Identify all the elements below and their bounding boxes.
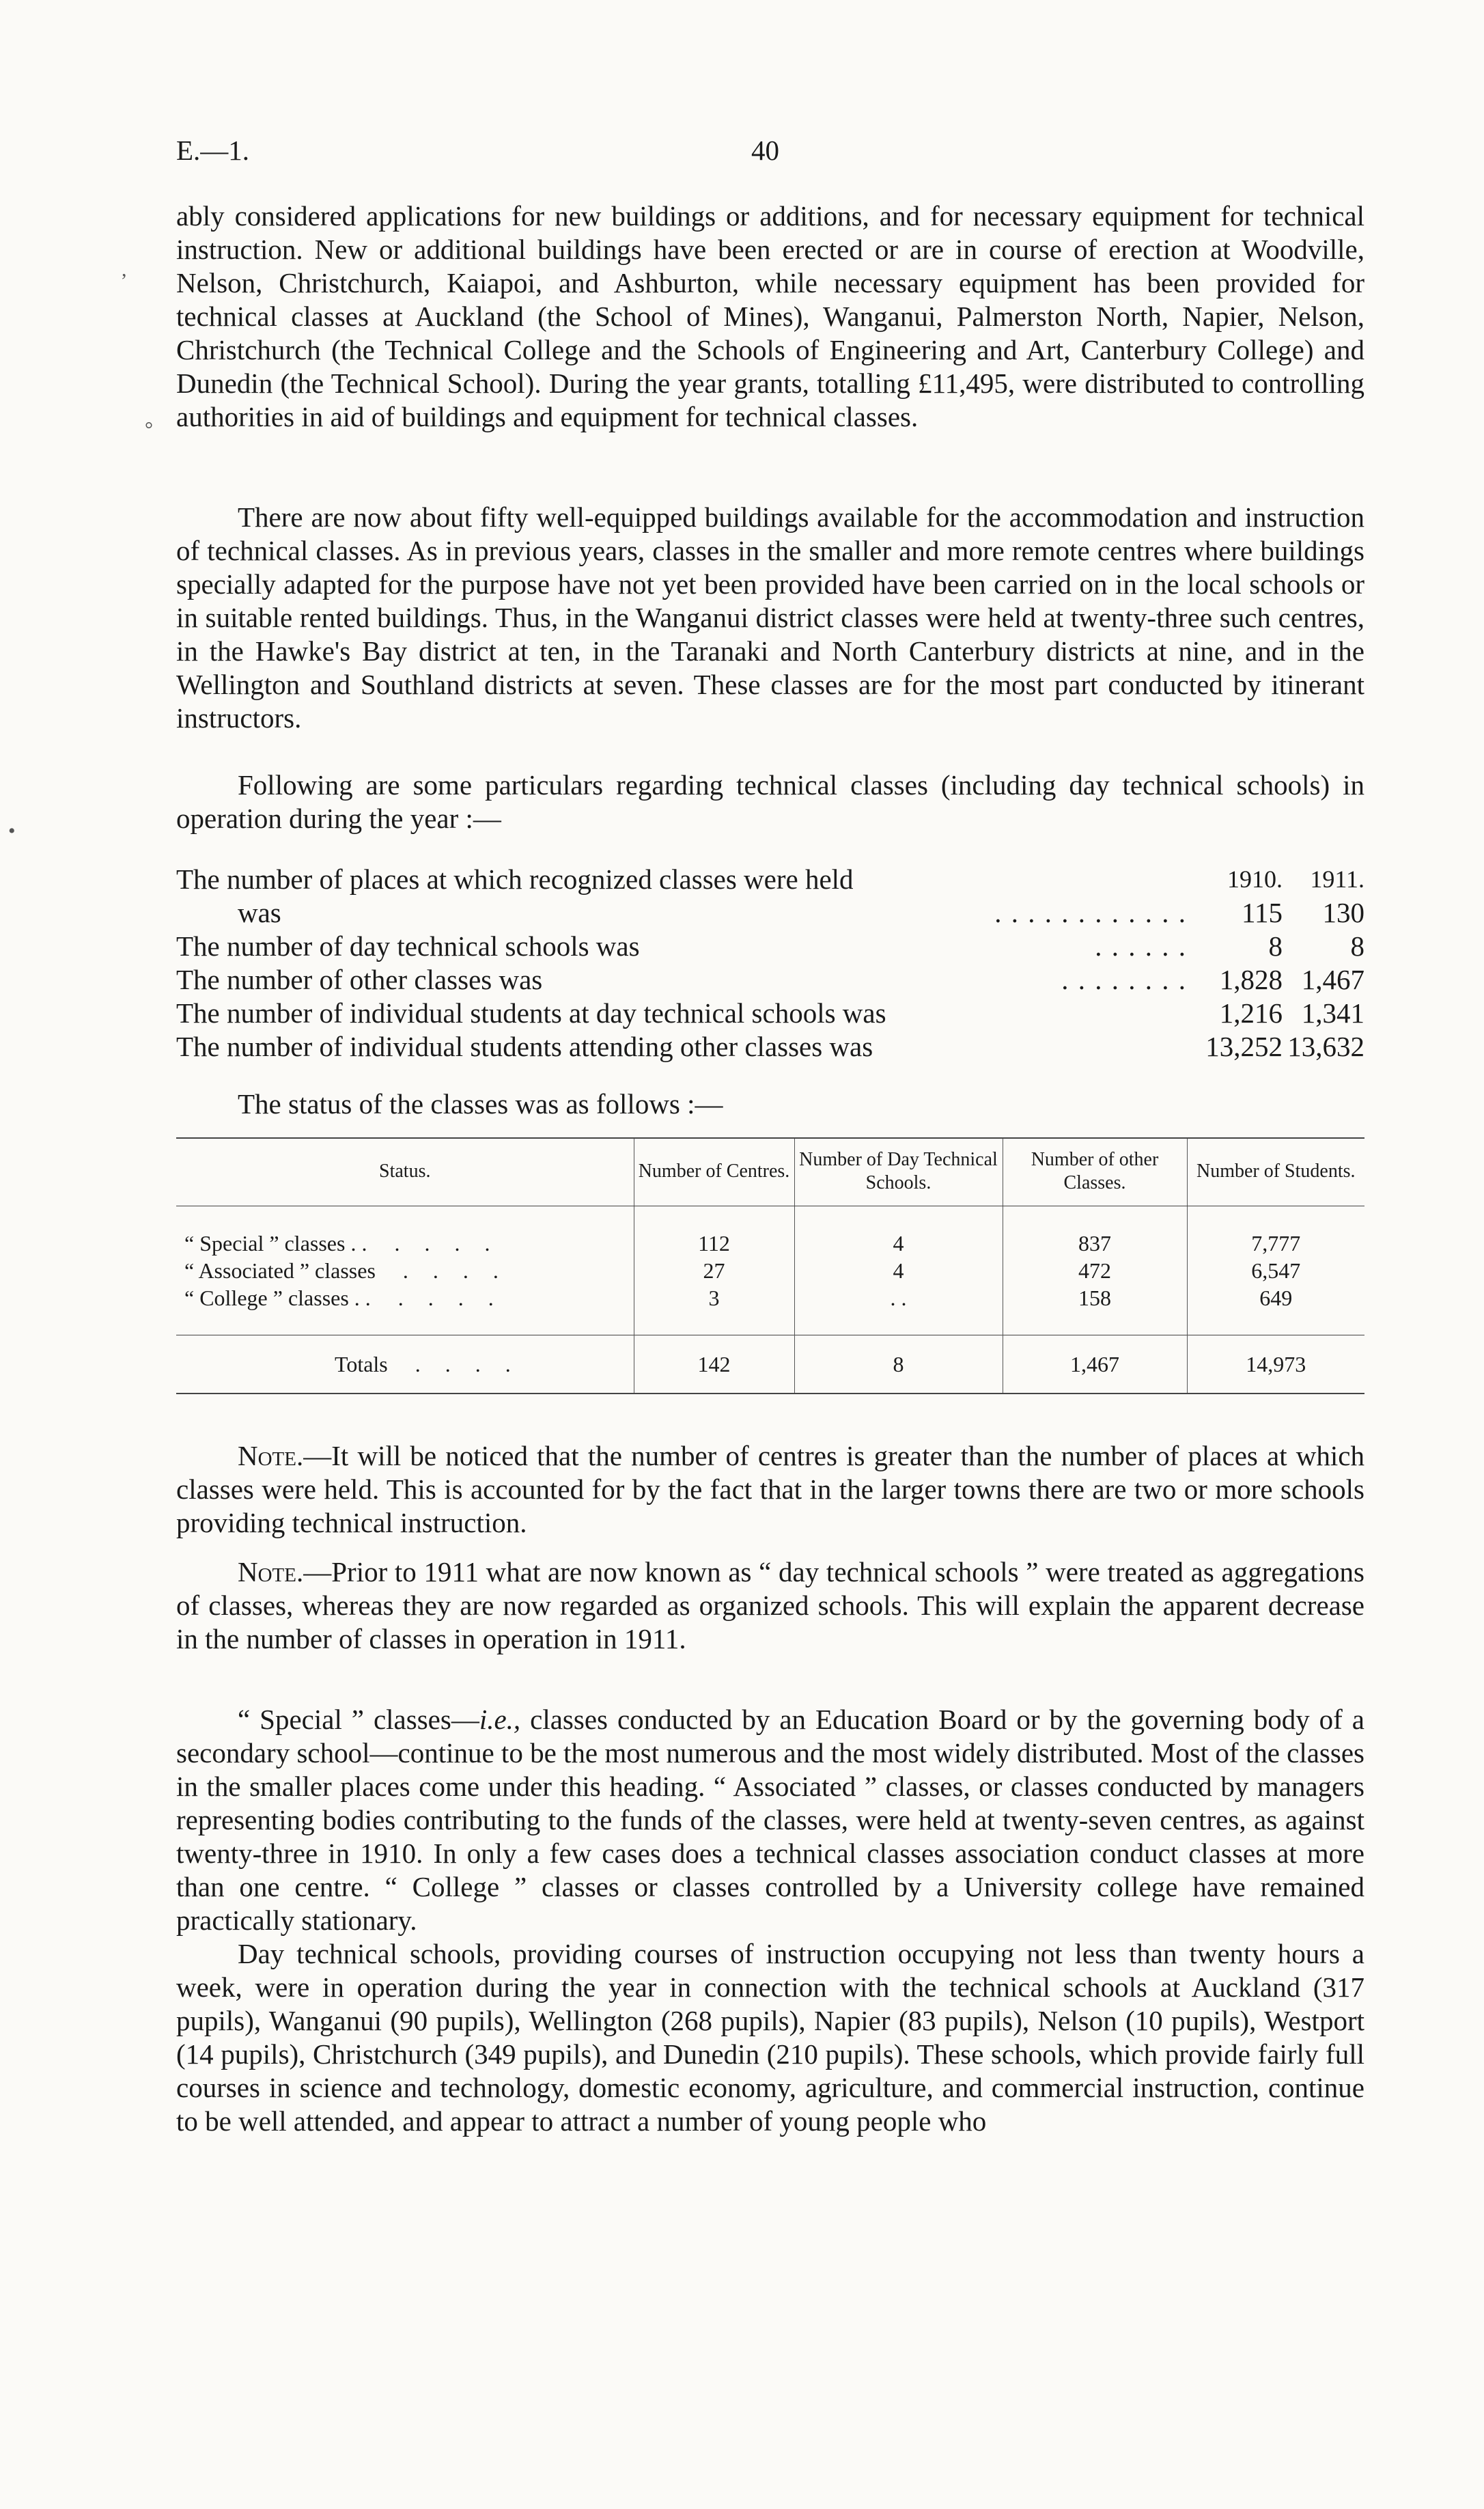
total-students: 14,973	[1187, 1335, 1364, 1394]
status-cell	[176, 1284, 634, 1312]
stats-row-1-cont	[176, 896, 1364, 930]
note-label: Note.	[238, 1440, 304, 1471]
header-day-schools: Number of Day Technical Schools.	[794, 1138, 1003, 1206]
students-cell: 7,777	[1187, 1230, 1364, 1257]
report-code: E.—1.	[176, 135, 250, 166]
paragraph-4	[176, 1703, 1364, 1937]
stats-row-5	[176, 1030, 1364, 1064]
status-label: “ Special ” classes . .	[184, 1230, 367, 1256]
centres-cell: 112	[634, 1230, 794, 1257]
margin-mark: °	[145, 418, 153, 441]
stats-row-4	[176, 997, 1364, 1030]
note-1-text	[176, 1439, 1364, 1540]
paragraph-text: classes conducted by an Education Board or by the governing body of a secondary school—continue to be the most numerous and the most widely distributed. Most of the classes in the smaller places come under this heading. “ Associated ” classes, or classes conducted by managers representing bodies contributing to the funds of the classes, were held at twenty-seven centres, as against twenty-three in 1910. In only a few cases does a technical classes association conduct classes at more than one centre. “ College ” classes or classes controlled by a University college have remained practically stationary.	[176, 1704, 1364, 1936]
note-2-text	[176, 1555, 1364, 1656]
stats-row-2	[176, 930, 1364, 963]
table-row	[176, 1284, 1364, 1312]
stats-value-1910: 8	[1268, 930, 1283, 962]
paragraph-3	[176, 768, 1364, 835]
paragraph-text: There are now about fifty well-equipped buildings available for the accommodation and instruction of technical classes. As in previous years, classes in the smaller and more remote centres where buildings specially adapted for the purpose have not yet been provided have been carried on in the local schools or in suitable rented buildings. Thus, in the Wanganui district classes were held at twenty-three such centres, in the Hawke's Bay district at ten, in the Taranaki and North Canterbury districts at nine, and in the Wellington and Southland districts at seven. These classes are for the most part conducted by itinerant instructors.	[176, 501, 1364, 734]
paragraph-2	[176, 501, 1364, 735]
stats-value-1910: 1,216	[1219, 997, 1283, 1029]
other-classes-cell: 158	[1003, 1284, 1187, 1312]
status-label: “ College ” classes . .	[184, 1285, 371, 1310]
note-1	[176, 1439, 1364, 1540]
day-schools-cell: . .	[794, 1284, 1003, 1312]
table-header-row	[176, 1138, 1364, 1206]
note-label: Note.	[238, 1556, 304, 1588]
stats-label: The number of day technical schools was	[176, 930, 640, 962]
stats-value-1911: 13,632	[1287, 1031, 1364, 1062]
year-1911-heading: 1911.	[1310, 865, 1364, 893]
leader-dots: . . . .	[397, 1285, 503, 1310]
header-centres: Number of Centres.	[634, 1138, 794, 1206]
margin-mark: •	[8, 820, 16, 842]
stats-label: The number of individual students at day technical schools was	[176, 997, 886, 1029]
totals-row	[176, 1335, 1364, 1394]
paragraph-5: Day technical schools, providing courses of instruction occupying not less than twenty hours a week, were in operation during the year in connection with the technical schools at Auckland (317 pupils), Wanganui (90 pupils), Wellington (268 pupils), Napier (83 pupils), Nelson (10 pupils), Westport (14 pupils), Christchurch (349 pupils), and Dunedin (210 pupils). These schools, which provide fairly full courses in science and technology, domestic economy, agriculture, and commercial instruction, continue to be well attended, and appear to attract a number of young people who	[176, 1938, 1364, 2137]
table-spacer	[176, 1312, 1364, 1335]
paragraph-text: Following are some particulars regarding technical classes (including day technical schools) in operation during the year :—	[176, 769, 1364, 834]
stats-value-1910: 13,252	[1205, 1031, 1283, 1062]
stats-value-1911: 8	[1350, 930, 1364, 962]
table-row	[176, 1257, 1364, 1284]
table-spacer	[176, 1206, 1364, 1230]
stats-label-continued: was	[238, 897, 281, 928]
day-schools-cell: 4	[794, 1257, 1003, 1284]
paragraph-text: ably considered applications for new buildings or additions, and for necessary equipment for technical instruction. New or additional buildings have been erected or are in course of erection at Woodville, Nelson, Christchurch, Kaiapoi, and Ashburton, while necessary equipment has been provided for technical classes at Auckland (the School of Mines), Wanganui, Palmerston North, Napier, Nelson, Christchurch (the Technical College and the Schools of Engineering and Art, Canterbury College) and Dunedin (the Technical School). During the year grants, totalling £11,495, were distributed to controlling authorities in aid of buildings and equipment for technical classes.	[176, 200, 1364, 432]
stats-label: The number of individual students attending other classes was	[176, 1031, 873, 1062]
italic-ie: i.e.,	[479, 1704, 521, 1735]
leader-dots: . . . . . . . . . . . .	[994, 897, 1187, 928]
paragraph-1	[176, 199, 1364, 434]
status-label: “ Associated ” classes	[184, 1258, 376, 1283]
stats-value-1910: 115	[1242, 897, 1283, 928]
stats-value-1911: 130	[1322, 897, 1364, 928]
statistics-list	[176, 863, 1364, 1064]
other-classes-cell: 837	[1003, 1230, 1187, 1257]
centres-cell: 27	[634, 1257, 794, 1284]
totals-label-cell	[176, 1335, 634, 1394]
leader-dots: . . . .	[415, 1351, 520, 1376]
leader-dots: . . . .	[394, 1230, 500, 1256]
status-cell	[176, 1257, 634, 1284]
day-schools-cell: 4	[794, 1230, 1003, 1257]
note-body: —Prior to 1911 what are now known as “ day technical schools ” were treated as aggregations of classes, whereas they are now regarded as organized schools. This will explain the apparent decrease in the number of classes in operation in 1911.	[176, 1556, 1364, 1654]
closing-paragraphs	[176, 1703, 1364, 2138]
other-classes-cell: 472	[1003, 1257, 1187, 1284]
status-intro: The status of the classes was as follows :—	[238, 1088, 723, 1120]
students-cell: 649	[1187, 1284, 1364, 1312]
leader-dots: . . . . . . . .	[1061, 964, 1187, 995]
note-body: —It will be noticed that the number of centres is greater than the number of places at which classes were held. This is accounted for by the fact that in the larger towns there are two or more schools providing technical instruction.	[176, 1440, 1364, 1538]
header-status: Status.	[176, 1138, 634, 1206]
table-row	[176, 1230, 1364, 1257]
paragraph-text: “ Special ” classes—	[238, 1704, 479, 1735]
centres-cell: 3	[634, 1284, 794, 1312]
page-number: 40	[751, 135, 779, 166]
header-students: Number of Students.	[1187, 1138, 1364, 1206]
leader-dots: . . . .	[402, 1258, 508, 1283]
status-cell	[176, 1230, 634, 1257]
totals-label: Totals	[335, 1351, 388, 1376]
total-other-classes: 1,467	[1003, 1335, 1187, 1394]
status-table	[176, 1137, 1364, 1394]
header-other-classes: Number of other Classes.	[1003, 1138, 1187, 1206]
stats-row-3	[176, 963, 1364, 997]
students-cell: 6,547	[1187, 1257, 1364, 1284]
leader-dots: . . . . . .	[1095, 930, 1187, 962]
stats-value-1911: 1,341	[1301, 997, 1364, 1029]
stats-row-1	[176, 863, 1364, 896]
margin-mark: ,	[122, 258, 127, 281]
stats-value-1911: 1,467	[1301, 964, 1364, 995]
stats-label: The number of places at which recognized classes were held	[176, 863, 854, 895]
stats-label: The number of other classes was	[176, 964, 543, 995]
year-1910-heading: 1910.	[1227, 865, 1283, 893]
total-centres: 142	[634, 1335, 794, 1394]
stats-value-1910: 1,828	[1219, 964, 1283, 995]
note-2	[176, 1555, 1364, 1656]
page-header	[176, 134, 1364, 175]
total-day-schools: 8	[794, 1335, 1003, 1394]
